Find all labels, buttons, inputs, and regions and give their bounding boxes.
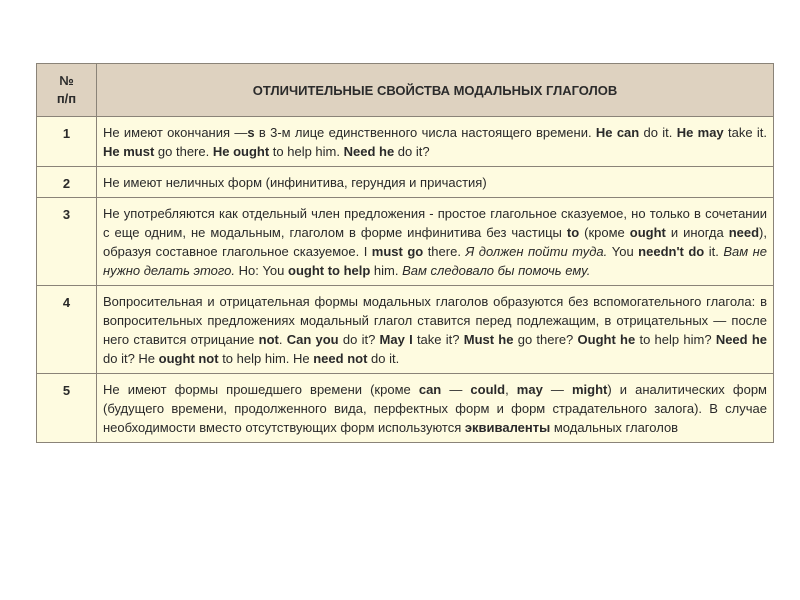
description-text: — [441, 382, 471, 397]
grammar-table [36, 63, 774, 443]
table-row [37, 374, 774, 443]
description-text: Но: You [234, 263, 288, 278]
bold-example-text: ought to help [288, 263, 371, 278]
bold-example-text: May I [379, 332, 413, 347]
bold-example-text: need [728, 225, 760, 240]
bold-example-text: could [470, 382, 506, 397]
properties-column-header [97, 64, 774, 117]
bold-example-text: to [566, 225, 580, 240]
row-number: 5 [37, 374, 97, 443]
bold-example-text: He can [595, 125, 640, 140]
row-number: 1 [37, 117, 97, 167]
description-text: to help him. [269, 144, 344, 159]
table-row [37, 198, 774, 286]
bold-example-text: Must he [463, 332, 514, 347]
description-text: (кроме [579, 225, 630, 240]
description-text: модальных глаголов [550, 420, 679, 435]
description-text: do it. [639, 125, 677, 140]
row-description [97, 374, 774, 443]
description-text: — [542, 382, 572, 397]
bold-example-text: Ought he [577, 332, 636, 347]
bold-example-text: эквиваленты [464, 420, 551, 435]
bold-example-text: Need he [715, 332, 768, 347]
bold-example-text: need not [313, 351, 368, 366]
bold-example-text: might [572, 382, 608, 397]
bold-example-text: needn't do [638, 244, 705, 259]
description-text: it. [704, 244, 724, 259]
description-text: Не имеют неличных форм (инфинитива, герундия и причастия) [103, 175, 487, 190]
description-text: there. [423, 244, 466, 259]
description-text: Не имеют формы прошедшего времени (кроме [103, 382, 419, 397]
description-text: You [607, 244, 639, 259]
bold-example-text: not [258, 332, 279, 347]
description-text: do it? He [103, 351, 159, 366]
description-text: и иногда [665, 225, 729, 240]
row-description [97, 286, 774, 374]
description-text: do it? [394, 144, 430, 159]
number-header-label: № п/п [56, 73, 77, 106]
description-text: ) и аналитических форм (будущего времени, продолженного вида, перфектных форм и форм страдательного залога). В случае необходимости вместо отсутствующих форм используются [103, 382, 767, 435]
description-text: , [505, 382, 517, 397]
row-number: 3 [37, 198, 97, 286]
number-column-header [37, 64, 97, 117]
row-description [97, 117, 774, 167]
bold-example-text: s [247, 125, 255, 140]
description-text: take it? [412, 332, 464, 347]
description-text: do it? [338, 332, 380, 347]
italic-translation-text: Вам не нужно делать этого. [103, 244, 768, 278]
bold-example-text: may [516, 382, 543, 397]
table-body [37, 117, 774, 443]
description-text: to help him? [635, 332, 716, 347]
table-row [37, 117, 774, 167]
table-title: ОТЛИЧИТЕЛЬНЫЕ СВОЙСТВА МОДАЛЬНЫХ ГЛАГОЛОВ [252, 82, 618, 98]
bold-example-text: can [418, 382, 442, 397]
italic-translation-text: Вам следовало бы помочь ему. [402, 263, 591, 278]
table-row [37, 286, 774, 374]
italic-translation-text: Я должен пойти туда. [465, 244, 608, 259]
description-text: him. [370, 263, 403, 278]
bold-example-text: ought not [158, 351, 219, 366]
description-text: ), образуя составное глагольное сказуемое. I [103, 225, 767, 259]
description-text: go there. [154, 144, 213, 159]
description-text: do it. [367, 351, 400, 366]
description-text: в 3-м лице единственного числа настоящего времени. [254, 125, 596, 140]
bold-example-text: Need he [343, 144, 395, 159]
description-text: go there? [513, 332, 578, 347]
description-text: . [278, 332, 287, 347]
table-header-row [37, 64, 774, 117]
row-number: 2 [37, 167, 97, 198]
description-text: Не употребляются как отдельный член предложения - простое глагольное сказуемое, но только в сочетании с еще одним, не модальным, глаголом в форме инфинитива без частицы [103, 206, 767, 240]
bold-example-text: must go [371, 244, 424, 259]
row-number: 4 [37, 286, 97, 374]
description-text: take it. [723, 125, 767, 140]
bold-example-text: He ought [212, 144, 270, 159]
description-text: Вопросительная и отрицательная формы модальных глаголов образуются без вспомогательного глагола: в вопросительных предложениях модальный глагол ставится перед подлежащим, в отрицательных — после него ставится отрицание [103, 294, 767, 347]
row-description [97, 167, 774, 198]
bold-example-text: ought [629, 225, 666, 240]
table-row [37, 167, 774, 198]
description-text: Не имеют окончания — [103, 125, 248, 140]
bold-example-text: Can you [286, 332, 339, 347]
bold-example-text: He may [676, 125, 724, 140]
row-description [97, 198, 774, 286]
bold-example-text: He must [103, 144, 155, 159]
description-text: to help him. He [218, 351, 314, 366]
